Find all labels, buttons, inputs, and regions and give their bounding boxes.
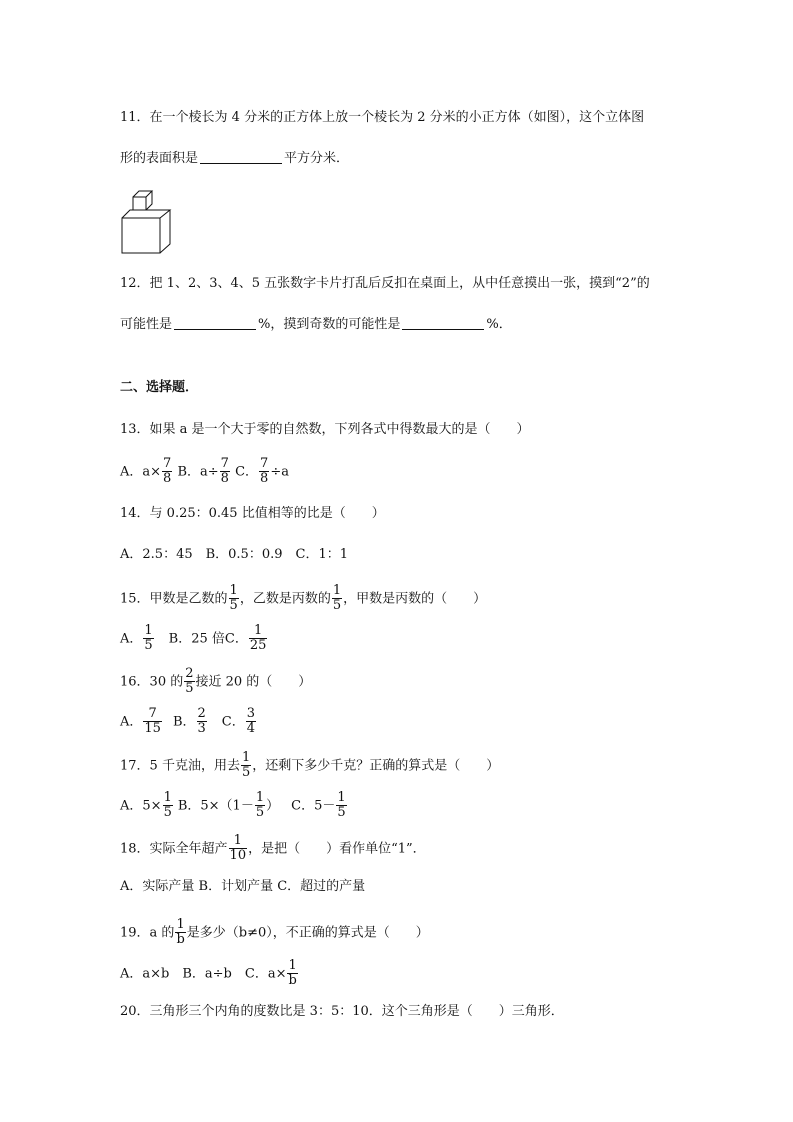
q15-option-a: A． (120, 631, 143, 647)
q18-text-2: ，是把（ ）看作单位“1”． (248, 841, 426, 857)
q16-text-2: 接近 20 的（ ） (195, 674, 312, 690)
q15-stem (120, 585, 486, 613)
fraction (175, 918, 185, 946)
fraction-den: 10 (229, 847, 247, 863)
fraction-num: 7 (260, 456, 269, 471)
q17-option-b: B．5×（1－ (177, 798, 254, 814)
fraction-den: 5 (337, 804, 346, 820)
q12-blank-2[interactable] (402, 329, 484, 330)
q13-options (120, 458, 289, 486)
q17-option-b-post: ） (266, 798, 280, 814)
fraction-den: 8 (260, 470, 269, 486)
q13-stem: 13．如果 a 是一个大于零的自然数，下列各式中得数最大的是（ ） (120, 422, 530, 437)
fraction-den: 5 (229, 597, 238, 613)
q19-text-1: 19．a 的 (120, 925, 175, 941)
q12-text-a: 可能性是 (120, 317, 173, 332)
q16-options (120, 708, 257, 736)
q13-option-b: B．a÷ (177, 464, 219, 480)
q15-option-b: B．25 倍C． (168, 631, 248, 647)
fraction (184, 667, 194, 695)
fraction-den: 8 (163, 470, 172, 486)
fraction-den: 5 (185, 680, 194, 696)
q12-line2 (120, 318, 512, 331)
q17-text-1: 17．5 千克油，用去 (120, 758, 240, 774)
q13-option-c-post: ÷a (270, 464, 289, 480)
fraction (241, 751, 251, 779)
q17-option-c: C．5－ (291, 798, 336, 814)
fraction-num: 3 (246, 706, 256, 721)
q16-stem (120, 668, 311, 696)
fraction-den: 5 (163, 804, 172, 820)
fraction (143, 707, 162, 735)
fraction (163, 791, 173, 819)
fraction-num: 1 (229, 583, 238, 598)
fraction (143, 624, 153, 652)
fraction (249, 624, 268, 652)
fraction-num: 7 (148, 706, 157, 721)
q14-stem: 14．与 0.25：0.45 比值相等的比是（ ） (120, 506, 385, 521)
fraction-den: 15 (144, 720, 161, 736)
fraction-den: 5 (241, 764, 251, 780)
fraction-den: 4 (246, 720, 256, 736)
q15-options (120, 625, 268, 653)
q18-options: A．实际产量 B．计划产量 C．超过的产量 (120, 879, 366, 894)
fraction-num: 2 (185, 666, 194, 681)
fraction-den: 8 (220, 470, 229, 486)
fraction-den: 5 (255, 804, 265, 820)
fraction (220, 457, 230, 485)
q11-text-pre: 形的表面积是 (120, 151, 199, 166)
fraction-num: 1 (144, 623, 153, 638)
q14-options: A．2.5：45 B．0.5：0.9 C．1：1 (120, 547, 348, 562)
q17-text-2: ，还剩下多少千克？正确的算式是（ ） (252, 758, 500, 774)
q13-option-c: C． (235, 464, 259, 480)
fraction (336, 791, 346, 819)
fraction (259, 457, 269, 485)
q16-text-1: 16．30 的 (120, 674, 184, 690)
fraction-num: 1 (253, 623, 263, 638)
fraction-den: b (288, 972, 297, 988)
fraction (332, 584, 342, 612)
fraction (287, 959, 297, 987)
q12-line1: 12．把 1、2、3、4、5 五张数字卡片打乱后反扣在桌面上，从中任意摸出一张，摸到“2”的 (120, 276, 650, 291)
fraction-den: 25 (249, 637, 267, 653)
cube-figure (120, 186, 176, 256)
q16-option-c: C． (221, 714, 245, 730)
q18-stem (120, 835, 426, 863)
fraction-den: 5 (332, 597, 342, 613)
fraction-num: 1 (337, 790, 346, 805)
fraction-num: 1 (163, 790, 172, 805)
q12-text-c: %． (486, 317, 512, 332)
fraction-num: 1 (241, 750, 251, 765)
q19-stem (120, 919, 429, 947)
q19-options (120, 960, 299, 988)
fraction (229, 584, 239, 612)
q11-text-post: 平方分米． (284, 151, 350, 166)
q15-text-2: ，乙数是丙数的 (239, 591, 331, 607)
q11-answer-blank[interactable] (200, 163, 282, 164)
fraction-num: 2 (197, 706, 206, 721)
fraction-num: 1 (255, 790, 265, 805)
q19-options-text: A．a×b B．a÷b C．a× (120, 966, 287, 982)
fraction (162, 457, 172, 485)
fraction (229, 834, 248, 862)
q11-line2 (120, 152, 349, 165)
q17-stem (120, 752, 499, 780)
q15-text-3: ，甲数是丙数的（ ） (343, 591, 487, 607)
fraction-num: 7 (220, 456, 229, 471)
fraction-num: 1 (288, 958, 297, 973)
fraction-den: 5 (144, 637, 153, 653)
q13-option-a: A．a× (120, 464, 162, 480)
fraction (255, 791, 265, 819)
q18-text-1: 18．实际全年超产 (120, 841, 228, 857)
q17-options (120, 792, 348, 820)
q12-blank-1[interactable] (174, 329, 256, 330)
fraction-num: 1 (176, 917, 185, 932)
fraction-num: 1 (332, 583, 342, 598)
q12-text-b: %，摸到奇数的可能性是 (258, 317, 401, 332)
q19-text-2: 是多少（b≠0），不正确的算式是（ ） (186, 925, 429, 941)
fraction (197, 707, 207, 735)
q16-option-a: A． (120, 714, 143, 730)
fraction-num: 1 (233, 833, 242, 848)
section-title: 二、选择题． (120, 380, 199, 395)
q17-option-a: A．5× (120, 798, 162, 814)
fraction-num: 7 (163, 456, 172, 471)
q20-stem: 20．三角形三个内角的度数比是 3：5：10．这个三角形是（ ）三角形． (120, 1004, 564, 1019)
fraction (246, 707, 256, 735)
q11-line1: 11．在一个棱长为 4 分米的正方体上放一个棱长为 2 分米的小正方体（如图），这个立体图 (120, 110, 645, 125)
q15-text-1: 15．甲数是乙数的 (120, 591, 228, 607)
fraction-den: 3 (197, 720, 206, 736)
q16-option-b: B． (172, 714, 196, 730)
fraction-den: b (176, 931, 185, 947)
